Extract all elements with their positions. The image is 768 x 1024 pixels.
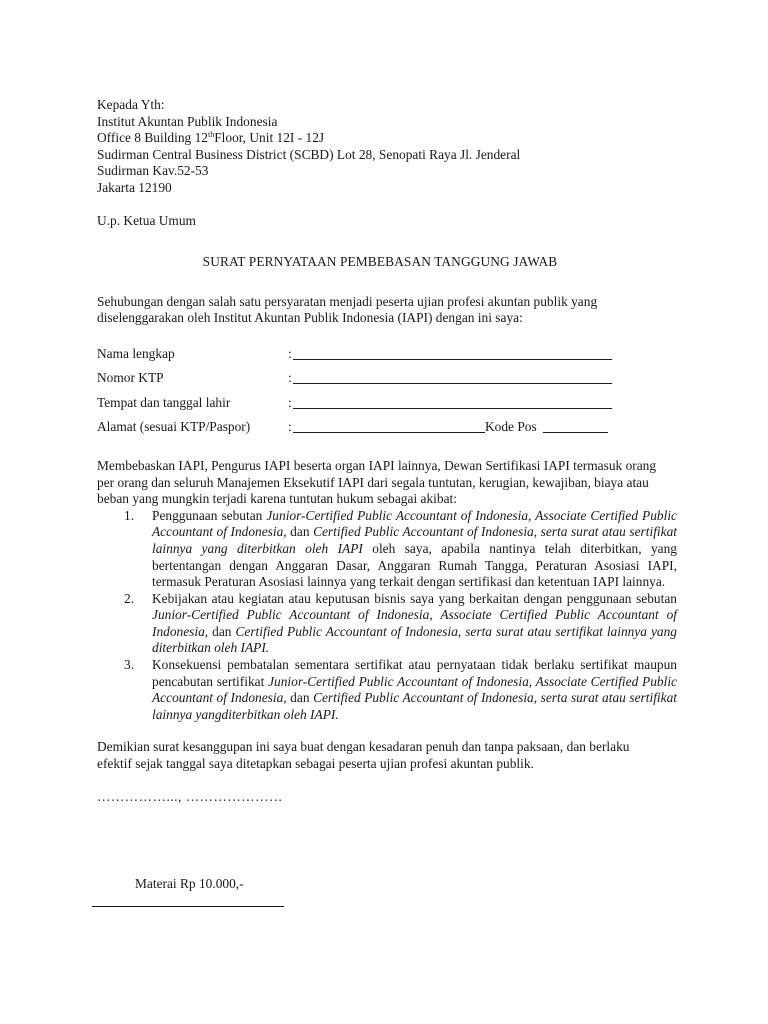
item-text: dan <box>286 524 314 540</box>
attention-line: U.p. Ketua Umum <box>97 212 196 228</box>
field-full-name <box>97 346 677 371</box>
item-text: dan <box>208 623 236 639</box>
item-title-italic: Certified Public Accountant of Indonesia, serta surat atau sertifikat lainnya yang diterbitkan oleh IAPI <box>152 524 677 556</box>
postal-code-blank-line[interactable] <box>543 432 608 433</box>
field-colon: : <box>288 419 292 435</box>
field-colon: : <box>288 345 292 361</box>
place-date-placeholder[interactable]: ……………..., ………………… <box>97 788 283 804</box>
field-label: Alamat (sesuai KTP/Paspor) <box>97 419 251 435</box>
field-birth <box>97 395 677 420</box>
field-label: Nama lengkap <box>97 345 175 361</box>
list-item <box>97 508 677 591</box>
office-floor: Floor, Unit 12I - 12J <box>214 130 325 146</box>
address-blank-line[interactable] <box>293 432 485 433</box>
list-item <box>97 591 677 657</box>
field-label: Tempat dan tanggal lahir <box>97 394 231 410</box>
field-label: Nomor KTP <box>97 370 164 386</box>
postal-code-label: Kode Pos <box>485 419 537 435</box>
item-text: Penggunaan sebutan <box>152 507 267 523</box>
item-text: oleh saya, apabila nantinya telah diterbitkan, yang bertentangan dengan Anggaran Dasar, Anggaran Rumah Tangga, Peraturan Asosiasi IAPI, termasuk Peraturan Asosiasi lainnya yang terkait dengan sertifikasi dan ketentuan IAPI lainnya. <box>152 540 678 590</box>
recipient-street-2: Sudirman Kav.52-53 <box>97 163 209 179</box>
ktp-blank-line[interactable] <box>293 383 612 384</box>
item-number: 3. <box>124 657 135 673</box>
release-paragraph: Membebaskan IAPI, Pengurus IAPI beserta organ IAPI lainnya, Dewan Sertifikasi IAPI termasuk orang per orang dan seluruh Manajemen Eksekutif IAPI dari segala tuntutan, kerugian, kewajiban, biaya atau beban yang mungkin terjadi karena tuntutan hukum sebagai akibat: <box>97 457 657 507</box>
field-address <box>97 419 677 444</box>
recipient-address <box>97 97 677 197</box>
intro-paragraph: Sehubungan dengan salah satu persyaratan menjadi peserta ujian profesi akuntan publik yang diselenggarakan oleh Institut Akuntan Publik Indonesia (IAPI) dengan ini saya: <box>97 293 598 326</box>
letter-body <box>97 97 677 805</box>
letter-title: SURAT PERNYATAAN PEMBEBASAN TANGGUNG JAWAB <box>202 254 558 270</box>
item-number: 1. <box>124 507 135 523</box>
field-colon: : <box>288 370 292 386</box>
item-title-italic: Junior-Certified Public Accountant of Indonesia, Associate Certified Public Accountant of Indonesia, <box>152 507 677 540</box>
recipient-city: Jakarta 12190 <box>97 179 172 195</box>
recipient-street: Sudirman Central Business District (SCBD) Lot 28, Senopati Raya Jl. Jenderal <box>97 146 521 162</box>
field-colon: : <box>288 394 292 410</box>
recipient-org: Institut Akuntan Publik Indonesia <box>97 113 278 129</box>
recipient-office <box>97 130 677 147</box>
item-number: 2. <box>124 590 135 606</box>
item-text: Kebijakan atau kegiatan atau keputusan bisnis saya yang berkaitan dengan penggunaan sebutan <box>152 590 677 606</box>
signature-line[interactable] <box>92 906 284 907</box>
name-blank-line[interactable] <box>293 359 612 360</box>
office-text: Office 8 Building 12 <box>97 130 208 146</box>
item-text: Konsekuensi pembatalan sementara sertifikat atau pernyataan tidak berlaku sertifikat maupun pencabutan sertifikat <box>152 657 677 689</box>
closing-paragraph: Demikian surat kesanggupan ini saya buat dengan kesadaran penuh dan tanpa paksaan, dan berlaku efektif sejak tanggal saya ditetapkan sebagai peserta ujian profesi akuntan publik. <box>97 739 630 772</box>
birth-blank-line[interactable] <box>293 408 612 409</box>
identity-form <box>97 346 677 444</box>
consequence-list <box>97 508 677 724</box>
item-title-italic: Certified Public Accountant of Indonesia, serta surat atau sertifikat lainnya yang diterbitkan oleh IAPI. <box>152 623 678 656</box>
item-title-italic: Certified Public Accountant of Indonesia, serta surat atau sertifikat lainnya yangditerbitkan oleh IAPI. <box>152 690 677 722</box>
salutation: Kepada Yth: <box>97 97 165 112</box>
floor-suffix: th <box>207 130 215 140</box>
field-ktp-number <box>97 370 677 395</box>
list-item <box>97 657 677 723</box>
stamp-duty-label: Materai Rp 10.000,- <box>135 876 244 891</box>
item-text: dan <box>286 690 314 706</box>
item-title-italic: Junior-Certified Public Accountant of Indonesia, Associate Certified Public Accountant of Indonesia, <box>152 673 677 706</box>
item-title-italic: Junior-Certified Public Accountant of Indonesia, Associate Certified Public Accountant of Indonesia, <box>152 607 677 639</box>
